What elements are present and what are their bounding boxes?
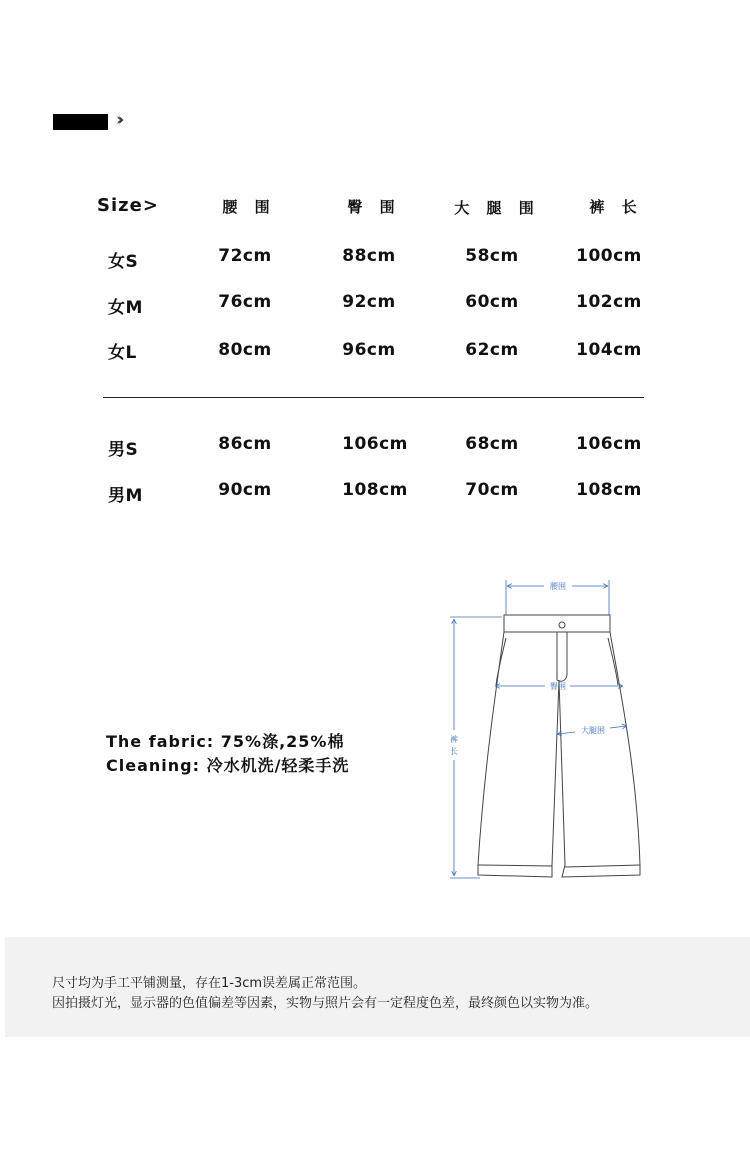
cell-hip: 108cm <box>342 480 408 500</box>
cell-waist: 90cm <box>218 480 272 500</box>
length-label-2: 长 <box>450 747 458 756</box>
waist-label: 腰围 <box>550 582 566 591</box>
cell-length: 106cm <box>576 434 642 454</box>
row-size: 女M <box>108 298 143 318</box>
row-size: 女L <box>108 343 137 363</box>
double-chevron-right-icon: ›› <box>116 110 120 130</box>
fabric-info <box>106 730 349 778</box>
row-size: 女S <box>108 252 139 272</box>
measurement-note-box <box>5 937 750 1037</box>
cleaning-instructions: Cleaning: 冷水机洗/轻柔手洗 <box>106 756 350 775</box>
header-thigh: 大 腿 围 <box>454 199 540 217</box>
length-label-1: 裤 <box>450 735 458 744</box>
cell-hip: 92cm <box>342 292 396 312</box>
cell-length: 102cm <box>576 292 642 312</box>
cell-thigh: 58cm <box>465 246 519 266</box>
row-size: 男M <box>108 486 143 506</box>
cell-thigh: 62cm <box>465 340 519 360</box>
cell-length: 104cm <box>576 340 642 360</box>
row-size: 男S <box>108 440 139 460</box>
note-line-1: 尺寸均为手工平铺测量，存在1-3cm误差属正常范围。 <box>52 976 367 991</box>
cell-waist: 76cm <box>218 292 272 312</box>
fabric-composition: The fabric: 75%涤,25%棉 <box>106 732 345 751</box>
cell-waist: 86cm <box>218 434 272 454</box>
cell-length: 108cm <box>576 480 642 500</box>
header-length: 裤 长 <box>589 198 643 216</box>
cell-thigh: 68cm <box>465 434 519 454</box>
cell-thigh: 70cm <box>465 480 519 500</box>
cell-hip: 96cm <box>342 340 396 360</box>
hip-label: 臀围 <box>550 682 566 691</box>
cell-waist: 80cm <box>218 340 272 360</box>
note-line-2: 因拍摄灯光，显示器的色值偏差等因素，实物与照片会有一定程度色差，最终颜色以实物为准。 <box>52 996 599 1011</box>
size-column-header: Size> <box>97 195 159 216</box>
cell-waist: 72cm <box>218 246 272 266</box>
header-black-bar <box>53 114 108 130</box>
cell-length: 100cm <box>576 246 642 266</box>
thigh-label: 大腿围 <box>581 726 605 735</box>
header-hip: 臀 围 <box>347 198 401 216</box>
cell-hip: 106cm <box>342 434 408 454</box>
header-waist: 腰 围 <box>222 198 276 216</box>
pants-outline <box>440 570 650 890</box>
cell-thigh: 60cm <box>465 292 519 312</box>
table-divider <box>103 397 644 398</box>
cell-hip: 88cm <box>342 246 396 266</box>
pants-measurement-diagram <box>440 570 650 890</box>
